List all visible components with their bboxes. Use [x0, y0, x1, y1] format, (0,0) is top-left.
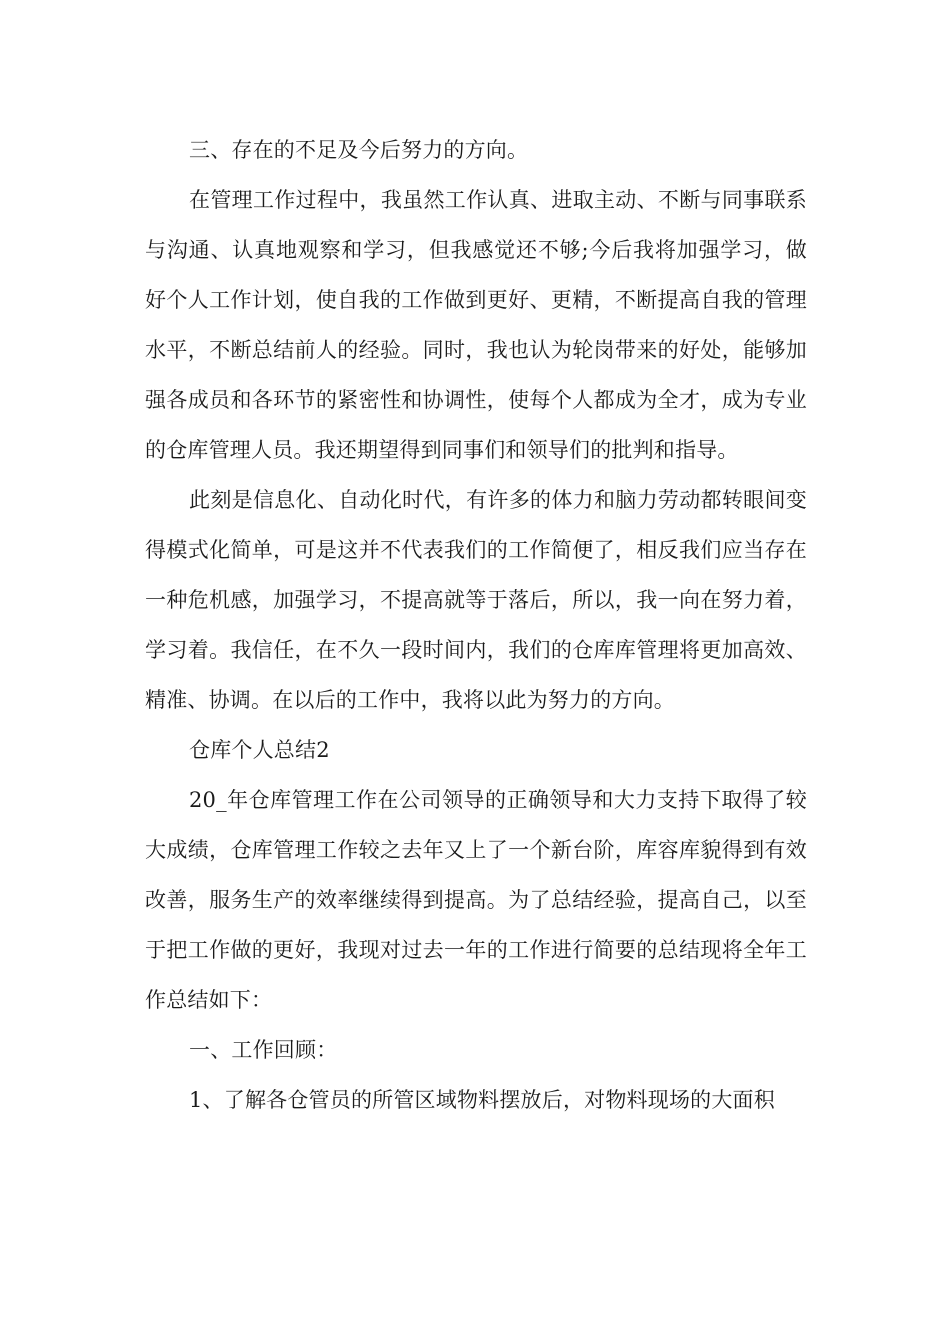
section-heading-shortcomings: 三、存在的不足及今后努力的方向。	[189, 138, 529, 162]
paragraph-annual-summary: 20_年仓库管理工作在公司领导的正确领导和大力支持下取得了较大成绩，仓库管理工作较之去年又上了一个新台阶，库容库貌得到有效改善，服务生产的效率继续得到提高。为了总结经验，提高自己，以至于把工作做的更好，我现对过去一年的工作进行简要的总结现将全年工作总结如下：	[145, 788, 807, 1012]
paragraph-management-work: 在管理工作过程中，我虽然工作认真、进取主动、不断与同事联系与沟通、认真地观察和学习，但我感觉还不够;今后我将加强学习，做好个人工作计划，使自我的工作做到更好、更精，不断提高自我的管理水平，不断总结前人的经验。同时，我也认为轮岗带来的好处，能够加强各成员和各环节的紧密性和协调性，使每个人都成为全才，成为专业的仓库管理人员。我还期望得到同事们和领导们的批判和指导。	[145, 188, 807, 462]
document-page	[145, 125, 807, 1125]
paragraph-item-1: 1、了解各仓管员的所管区域物料摆放后，对物料现场的大面积	[189, 1088, 775, 1112]
section-heading-work-review: 一、工作回顾：	[189, 1038, 338, 1062]
section-title-summary-2: 仓库个人总结2	[189, 738, 330, 762]
paragraph-information-age: 此刻是信息化、自动化时代，有许多的体力和脑力劳动都转眼间变得模式化简单，可是这并不代表我们的工作简便了，相反我们应当存在一种危机感，加强学习，不提高就等于落后，所以，我一向在努力着，学习着。我信任，在不久一段时间内，我们的仓库库管理将更加高效、精准、协调。在以后的工作中，我将以此为努力的方向。	[145, 488, 807, 712]
